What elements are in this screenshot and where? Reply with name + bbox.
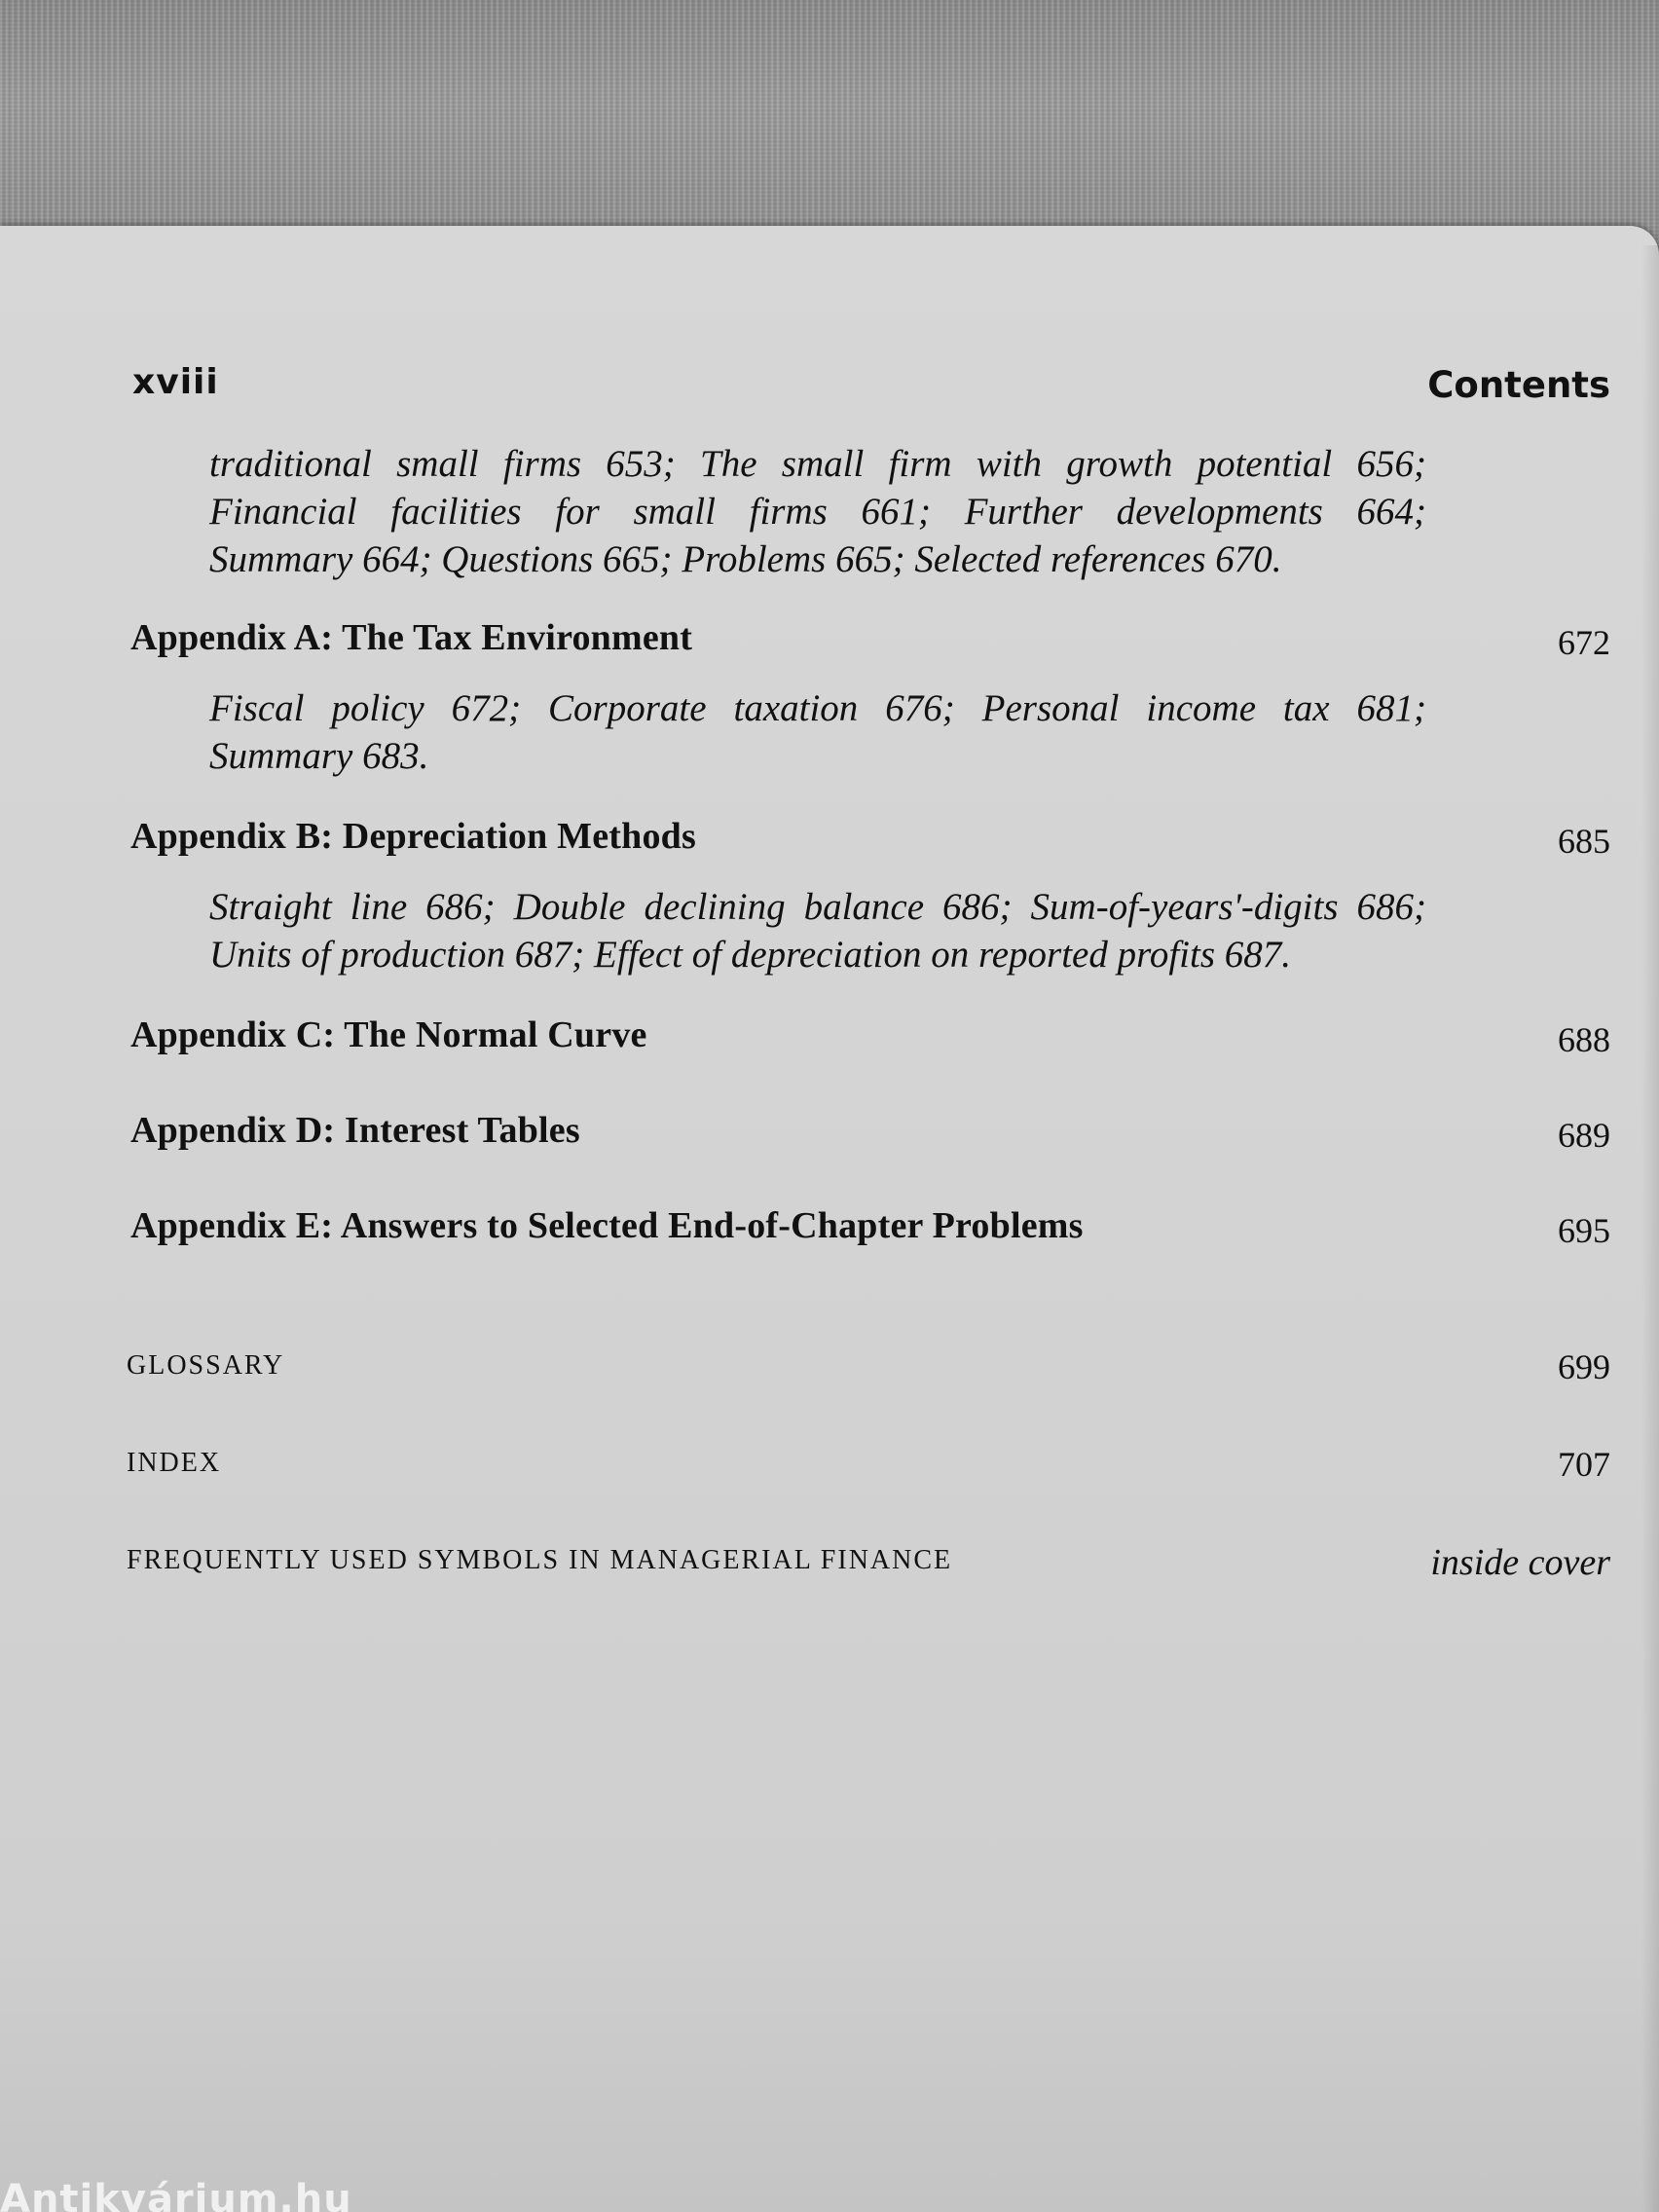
entry-title: INDEX — [127, 1448, 222, 1478]
entry-page-number: 685 — [1558, 822, 1610, 861]
entry-page-number: 688 — [1558, 1020, 1610, 1059]
entry-page-number: 672 — [1558, 623, 1610, 662]
topic-line: Straight line 686; Double declining balance 686; Sum-of-years'-digits 686; — [209, 886, 1426, 928]
entry-title: Appendix C: The Normal Curve — [130, 1014, 647, 1055]
toc-entry-glossary — [0, 1343, 1659, 1401]
entry-page-number: 695 — [1558, 1211, 1610, 1250]
entry-page-number: 699 — [1558, 1347, 1610, 1386]
entry-page-number: 689 — [1558, 1116, 1610, 1155]
fabric-background — [0, 0, 1659, 253]
topic-line: Summary 664; Questions 665; Problems 665; Selected references 670. — [209, 538, 1282, 580]
book-page — [0, 226, 1659, 2212]
toc-entry-appendix-d — [0, 1109, 1659, 1167]
entry-title: Appendix E: Answers to Selected End-of-Chapter Problems — [130, 1205, 1084, 1246]
page-header — [0, 362, 1659, 421]
toc-entry-appendix-c — [0, 1014, 1659, 1072]
entry-title: FREQUENTLY USED SYMBOLS IN MANAGERIAL FINANCE — [127, 1545, 953, 1575]
topic-line: Fiscal policy 672; Corporate taxation 676; Personal income tax 681; — [209, 687, 1426, 729]
topic-line: Summary 683. — [209, 735, 429, 777]
entry-page-number: 707 — [1558, 1445, 1610, 1484]
toc-entry-appendix-b — [0, 815, 1659, 873]
toc-entry-index — [0, 1440, 1659, 1498]
toc-entry-appendix-e — [0, 1204, 1659, 1263]
contents-list — [0, 440, 1659, 1596]
topic-line: traditional small firms 653; The small firm with growth potential 656; — [209, 443, 1426, 485]
page-folio: xviii — [132, 362, 219, 402]
running-head: Contents — [1427, 364, 1610, 406]
entry-title: GLOSSARY — [127, 1350, 285, 1381]
appendix-a-topics — [209, 684, 1426, 780]
topic-line: Financial facilities for small firms 661; Further developments 664; — [209, 491, 1426, 533]
toc-entry-appendix-a — [0, 616, 1659, 675]
entry-title: Appendix D: Interest Tables — [130, 1110, 580, 1151]
entry-page-location: inside cover — [1430, 1542, 1610, 1583]
entry-title: Appendix B: Depreciation Methods — [130, 816, 697, 857]
toc-entry-symbols — [0, 1537, 1659, 1596]
appendix-b-topics — [209, 883, 1426, 978]
entry-title: Appendix A: The Tax Environment — [130, 617, 693, 658]
topic-line: Units of production 687; Effect of depreciation on reported profits 687. — [209, 934, 1292, 976]
continued-topics — [209, 440, 1426, 583]
watermark-logo: Antikvárium.hu — [0, 2177, 352, 2212]
